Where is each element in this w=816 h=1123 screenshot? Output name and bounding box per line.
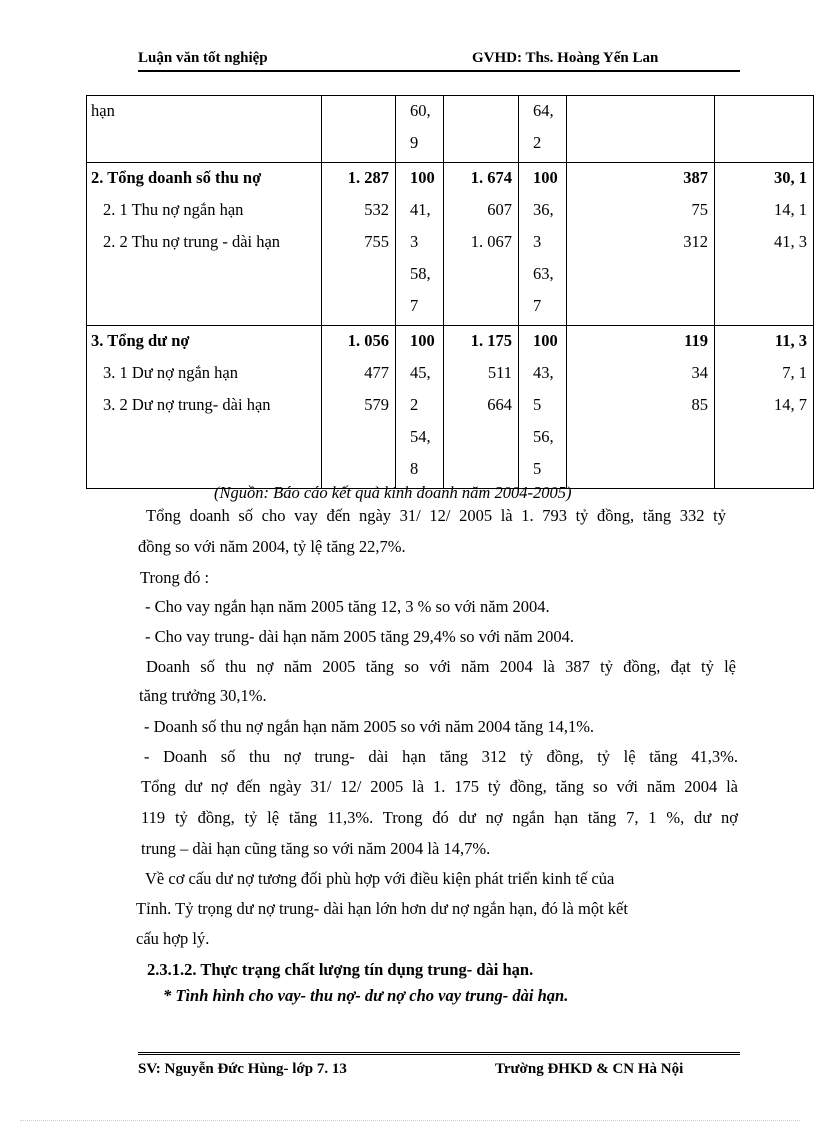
row-label: 3. Tổng dư nợ [91, 331, 190, 350]
paragraph-line: Về cơ cấu dư nợ tương đối phù hợp với điều kiện phát triển kinh tế của [145, 869, 615, 888]
table-cell [444, 163, 519, 326]
cell-value: 607 [487, 200, 512, 219]
cell-value: 5 [533, 459, 542, 478]
cell-value: 100 [533, 168, 558, 187]
cell-value: 64, [533, 101, 554, 120]
paragraph-line: đồng so với năm 2004, tỷ lệ tăng 22,7%. [138, 537, 406, 556]
cell-value: 312 [683, 232, 708, 251]
list-item: - Doanh số thu nợ ngắn hạn năm 2005 so với năm 2004 tăng 14,1%. [144, 717, 595, 736]
section-heading: 2.3.1.2. Thực trạng chất lượng tín dụng trung- dài hạn. [147, 960, 534, 979]
cell-value: 11, 3 [774, 331, 807, 350]
table-cell [567, 96, 715, 163]
row-label: hạn [91, 101, 115, 120]
cell-value: 1. 067 [470, 232, 512, 251]
cell-value: 34 [691, 363, 708, 382]
cell-value: 100 [533, 331, 558, 350]
paragraph-line: Doanh số thu nợ năm 2005 tăng so với năm 2004 là 387 tỷ đồng, đạt tỷ lệ [146, 657, 736, 676]
cell-value: 14, 7 [774, 395, 807, 414]
table-cell [396, 163, 444, 326]
table-cell [322, 163, 396, 326]
table-row [87, 96, 814, 163]
paragraph-line: Tổng dư nợ đến ngày 31/ 12/ 2005 là 1. 175 tỷ đồng, tăng so với năm 2004 là [141, 777, 738, 796]
cell-value: 100 [410, 331, 435, 350]
cell-value: 36, [533, 200, 554, 219]
row-label: 3. 1 Dư nợ ngắn hạn [103, 363, 238, 382]
footer-student: SV: Nguyễn Đức Hùng- lớp 7. 13 [138, 1061, 347, 1077]
table-cell [396, 96, 444, 163]
page-edge-divider [20, 1120, 800, 1121]
cell-value: 1. 287 [347, 168, 389, 187]
cell-value: 1. 674 [470, 168, 512, 187]
cell-value: 8 [410, 459, 419, 478]
row-label: 2. 1 Thu nợ ngắn hạn [103, 200, 244, 219]
paragraph-line: tăng trưởng 30,1%. [139, 686, 267, 705]
table-cell [444, 326, 519, 489]
row-label: 3. 2 Dư nợ trung- dài hạn [103, 395, 271, 414]
cell-value: 3 [410, 232, 419, 251]
cell-value: 1. 175 [470, 331, 512, 350]
list-item: - Doanh số thu nợ trung- dài hạn tăng 312 tỷ đồng, tỷ lệ tăng 41,3%. [144, 747, 738, 766]
cell-value: 387 [683, 168, 708, 187]
cell-value: 2 [533, 133, 542, 152]
cell-value: 85 [691, 395, 708, 414]
subsection-heading: * Tình hình cho vay- thu nợ- dư nợ cho vay trung- dài hạn. [163, 986, 569, 1005]
cell-value: 30, 1 [774, 168, 807, 187]
row-label-cell [87, 163, 322, 326]
cell-value: 664 [487, 395, 512, 414]
paragraph-line: Tổng doanh số cho vay đến ngày 31/ 12/ 2005 là 1. 793 tỷ đồng, tăng 332 tỷ [146, 506, 726, 525]
table-cell [322, 326, 396, 489]
list-item: - Cho vay ngắn hạn năm 2005 tăng 12, 3 % so với năm 2004. [145, 597, 550, 616]
cell-value: 477 [364, 363, 389, 382]
table-cell [715, 163, 814, 326]
cell-value: 100 [410, 168, 435, 187]
page-header [138, 50, 740, 72]
cell-value: 63, [533, 264, 554, 283]
cell-value: 119 [684, 331, 708, 350]
cell-value: 7 [410, 296, 419, 315]
table-cell [322, 96, 396, 163]
cell-value: 43, [533, 363, 554, 382]
data-table [86, 95, 814, 489]
cell-value: 7 [533, 296, 542, 315]
table-cell [519, 96, 567, 163]
table-cell [396, 326, 444, 489]
cell-value: 7, 1 [782, 363, 807, 382]
table-cell [519, 326, 567, 489]
table-cell [444, 96, 519, 163]
paragraph-line: 119 tỷ đồng, tỷ lệ tăng 11,3%. Trong đó dư nợ ngắn hạn tăng 7, 1 %, dư nợ [141, 808, 738, 827]
cell-value: 45, [410, 363, 431, 382]
cell-value: 14, 1 [774, 200, 807, 219]
cell-value: 511 [487, 363, 512, 382]
page-footer [138, 1052, 740, 1077]
table-row [87, 326, 814, 489]
cell-value: 5 [533, 395, 542, 414]
table-cell [715, 326, 814, 489]
row-label: 2. Tổng doanh số thu nợ [91, 168, 262, 187]
cell-value: 3 [533, 232, 542, 251]
table-source-note: (Nguồn: Báo cáo kết quả kinh doanh năm 2004-2005) [214, 483, 572, 502]
cell-value: 2 [410, 395, 419, 414]
list-item: - Cho vay trung- dài hạn năm 2005 tăng 29,4% so với năm 2004. [145, 627, 574, 646]
cell-value: 41, 3 [774, 232, 807, 251]
footer-school: Trường ĐHKD & CN Hà Nội [495, 1061, 684, 1077]
header-advisor: GVHD: Ths. Hoàng Yến Lan [472, 50, 659, 66]
row-label-cell [87, 326, 322, 489]
cell-value: 60, [410, 101, 431, 120]
cell-value: 755 [364, 232, 389, 251]
row-label-cell [87, 96, 322, 163]
cell-value: 532 [364, 200, 389, 219]
paragraph-line: cấu hợp lý. [136, 929, 210, 948]
cell-value: 1. 056 [347, 331, 389, 350]
paragraph-line: Tỉnh. Tỷ trọng dư nợ trung- dài hạn lớn hơn dư nợ ngắn hạn, đó là một kết [136, 899, 628, 918]
table-row [87, 163, 814, 326]
header-thesis-label: Luận văn tốt nghiệp [138, 50, 268, 66]
cell-value: 58, [410, 264, 431, 283]
cell-value: 56, [533, 427, 554, 446]
cell-value: 54, [410, 427, 431, 446]
cell-value: 41, [410, 200, 431, 219]
cell-value: 9 [410, 133, 419, 152]
paragraph-line: Trong đó : [140, 568, 210, 587]
table-cell [567, 163, 715, 326]
table-cell [567, 326, 715, 489]
cell-value: 579 [364, 395, 389, 414]
table-cell [519, 163, 567, 326]
table-cell [715, 96, 814, 163]
row-label: 2. 2 Thu nợ trung - dài hạn [103, 232, 281, 251]
cell-value: 75 [691, 200, 708, 219]
paragraph-line: trung – dài hạn cũng tăng so với năm 2004 là 14,7%. [141, 839, 491, 858]
